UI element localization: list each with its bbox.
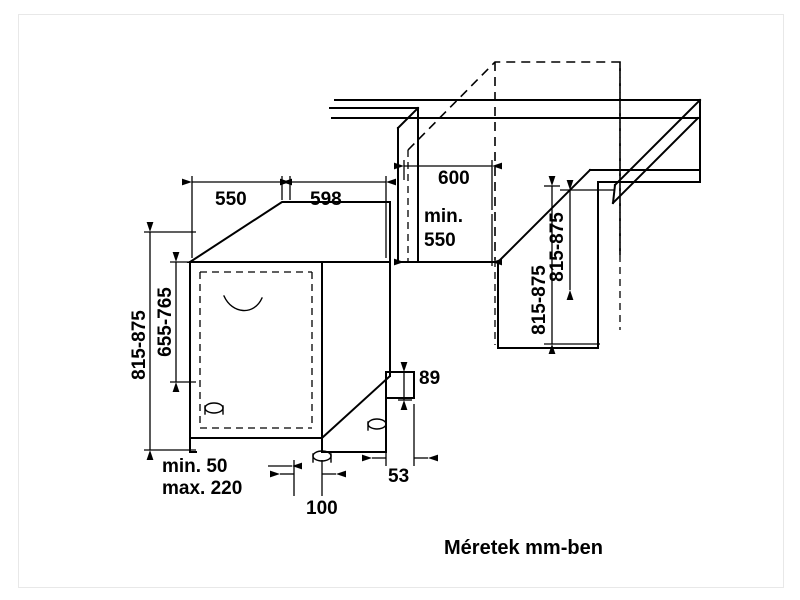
label-600-niche: 600 bbox=[438, 168, 470, 189]
label-655-765: 655-765 bbox=[155, 287, 176, 357]
dishwasher-body bbox=[190, 202, 414, 462]
label-550-width: 550 bbox=[215, 189, 247, 210]
label-100: 100 bbox=[306, 498, 338, 519]
dim-width-550 bbox=[192, 176, 282, 258]
dim-plinth-89 bbox=[398, 368, 440, 400]
label-min: min. bbox=[424, 206, 464, 227]
dim-foot-53 bbox=[372, 404, 428, 487]
label-815-875-far: 815-875 bbox=[547, 212, 568, 282]
label-598-depth: 598 bbox=[310, 189, 342, 210]
label-max-220: max. 220 bbox=[162, 478, 243, 499]
caption-units: Méretek mm-ben bbox=[444, 537, 603, 559]
label-89: 89 bbox=[419, 368, 441, 389]
dim-front-100 bbox=[280, 460, 338, 519]
label-min-50: min. 50 bbox=[162, 456, 228, 477]
dim-min50-max220 bbox=[162, 456, 292, 499]
label-815-875-right: 815-875 bbox=[529, 265, 550, 335]
dim-depth-598 bbox=[290, 176, 386, 258]
label-815-875-left: 815-875 bbox=[129, 310, 150, 380]
label-550-min: 550 bbox=[424, 230, 456, 251]
label-53: 53 bbox=[388, 466, 410, 487]
dim-height-815-875-far bbox=[547, 190, 614, 290]
